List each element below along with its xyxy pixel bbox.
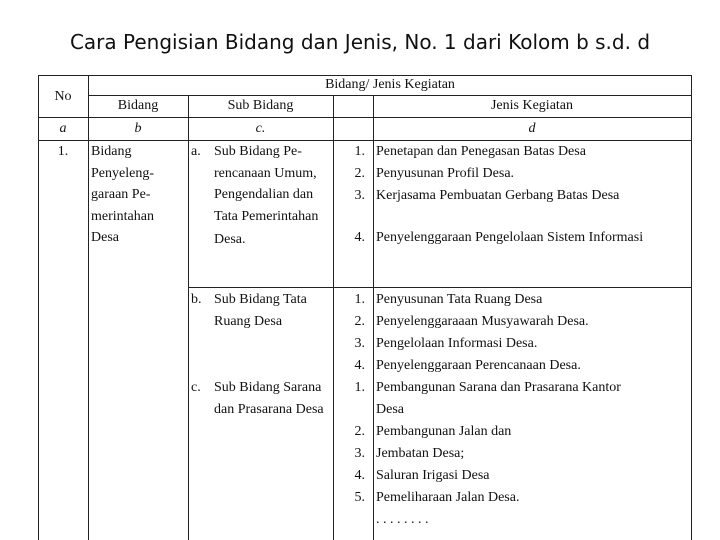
item-number: 2. (354, 424, 365, 439)
jenis-item: Pembangunan Jalan dan (376, 424, 512, 439)
bidang-line: garaan Pe- (91, 187, 151, 202)
kegiatan-table (38, 75, 692, 540)
sub-a-line: Tata Pemerintahan (214, 208, 319, 224)
jenis-item: Jembatan Desa; (376, 446, 465, 461)
jenis-item: Penyusunan Profil Desa. (376, 166, 515, 181)
letter-a: a (59, 121, 67, 136)
jenis-item: Pembangunan Sarana dan Prasarana Kantor (376, 380, 621, 395)
item-number: 4. (354, 230, 365, 245)
sub-c-line: dan Prasarana Desa (214, 402, 324, 417)
sub-a-bottom-line (188, 287, 692, 288)
item-number: 3. (354, 446, 365, 461)
jenis-item: Penetapan dan Penegasan Batas Desa (376, 144, 586, 159)
header-group-label: Bidang/ Jenis Kegiatan (325, 77, 455, 92)
letters-bottom-line (38, 140, 692, 141)
page-title: Cara Pengisian Bidang dan Jenis, No. 1 dari Kolom b s.d. d (69, 30, 651, 54)
divider-no-bidang (88, 75, 89, 540)
bidang-line: merintahan (91, 208, 154, 224)
bidang-line: Penyeleng- (91, 165, 154, 181)
item-number: 1. (354, 144, 365, 159)
sub-marker-b: b. (191, 292, 202, 307)
sub-a-line: rencanaan Umum, (214, 165, 317, 181)
jenis-item: Penyelenggaraaan Musyawarah Desa. (376, 314, 589, 329)
bidang-line: Bidang (91, 144, 132, 159)
header-jenis-kegiatan: Jenis Kegiatan (490, 98, 574, 113)
letter-d: d (528, 121, 536, 136)
jenis-item: Desa (376, 402, 404, 417)
sub-marker-a: a. (191, 144, 201, 159)
item-number: 2. (354, 314, 365, 329)
divider-bidang-sub (188, 95, 189, 540)
jenis-item: Penyelenggaraan Perencanaan Desa. (376, 358, 581, 373)
header-bidang: Bidang (117, 98, 159, 113)
item-number: 2. (354, 166, 365, 181)
item-number: 1. (354, 380, 365, 395)
item-number: 5. (354, 490, 365, 505)
sub-a-line: Desa. (214, 232, 246, 247)
divider-num-jenis (373, 95, 374, 540)
jenis-item: Pengelolaan Informasi Desa. (376, 336, 538, 351)
item-number: 3. (354, 188, 365, 203)
jenis-item: Penyelenggaraan Pengelolaan Sistem Informasi (376, 230, 644, 245)
sub-b-line: Ruang Desa (214, 314, 283, 329)
sub-c-line: Sub Bidang Sarana (214, 380, 322, 395)
sub-a-line: Pengendalian dan (214, 187, 314, 202)
jenis-item-ellipsis: . . . . . . . . (376, 512, 429, 527)
letter-c: c. (255, 121, 266, 136)
jenis-item: Saluran Irigasi Desa (376, 468, 490, 483)
bidang-line: Desa (91, 230, 119, 245)
jenis-item: Penyusunan Tata Ruang Desa (376, 292, 543, 307)
item-number: 4. (354, 468, 365, 483)
sub-b-line: Sub Bidang Tata (214, 292, 307, 307)
item-number: 1. (354, 292, 365, 307)
item-number: 4. (354, 358, 365, 373)
jenis-item: Pemeliharaan Jalan Desa. (376, 490, 520, 505)
row-number: 1. (57, 144, 69, 159)
table-border-right (691, 75, 692, 540)
header-sub-bidang: Sub Bidang (227, 98, 294, 113)
item-number: 3. (354, 336, 365, 351)
letter-b: b (134, 121, 142, 136)
header-no: No (54, 89, 72, 104)
sub-marker-c: c. (191, 380, 201, 395)
jenis-item: Kerjasama Pembuatan Gerbang Batas Desa (376, 188, 620, 203)
sub-a-line: Sub Bidang Pe- (214, 144, 302, 159)
